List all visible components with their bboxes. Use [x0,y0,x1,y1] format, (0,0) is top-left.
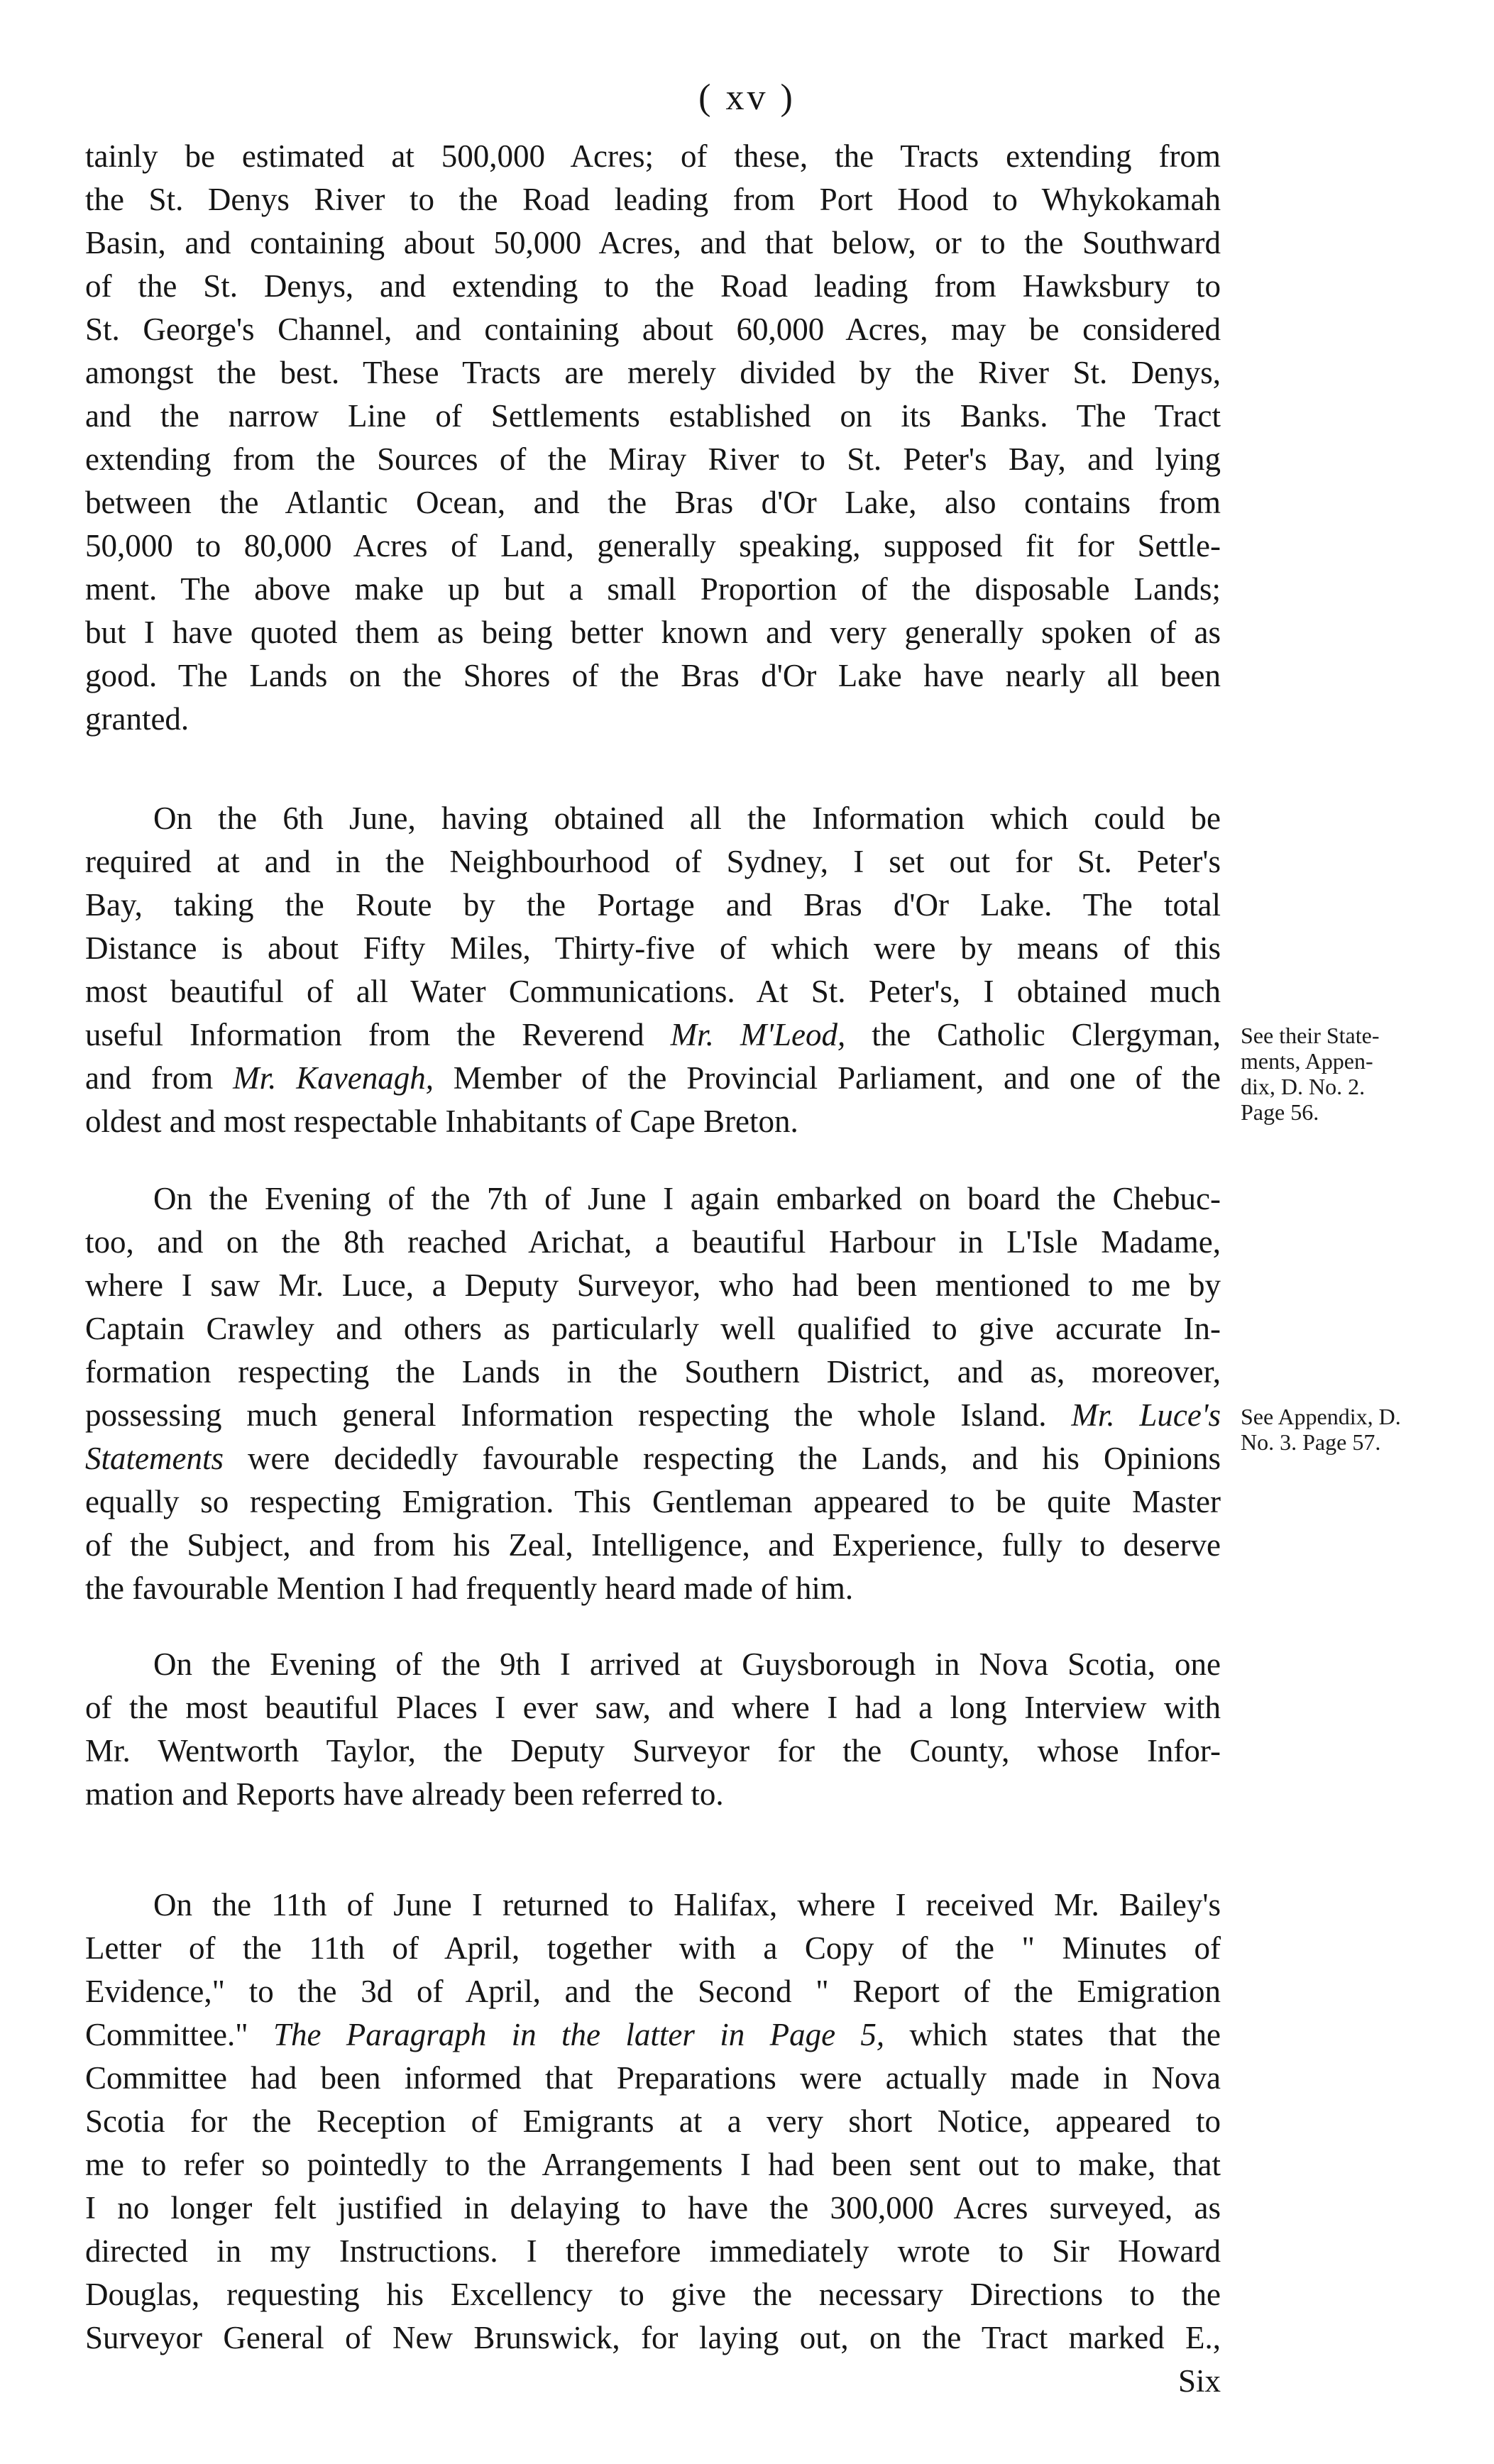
margin-note-line: See Appendix, D. [1241,1404,1401,1429]
text-line: On the 11th of June I returned to Halifax, where I received Mr. Bailey's [153,1887,1221,1923]
text-line: I no longer felt justified in delaying to have the 300,000 Acres surveyed, as [85,2190,1221,2226]
text-line: Surveyor General of New Brunswick, for laying out, on the Tract marked E., [85,2320,1221,2355]
paragraph-4 [85,1643,1221,1816]
page-number: ( xv ) [698,77,796,118]
text-line: St. George's Channel, and containing about 60,000 Acres, may be considered [85,312,1221,347]
catchword: Six [1177,2363,1221,2399]
paragraph-5 [85,1883,1221,2403]
paragraph-1 [85,135,1221,741]
text-line: the St. Denys River to the Road leading from Port Hood to Whykokamah [85,182,1221,217]
text-line: Distance is about Fifty Miles, Thirty-five of which were by means of this [85,930,1221,966]
text-line: Evidence," to the 3d of April, and the Second " Report of the Emigration [85,1974,1221,2009]
text-line: granted. [85,701,190,737]
text-line [85,1394,1221,1437]
italic-name: Mr. Luce's [1071,1397,1221,1433]
margin-note-line: dix, D. No. 2. [1241,1074,1366,1099]
text-line: too, and on the 8th reached Arichat, a beautiful Harbour in L'Isle Madame, [85,1224,1221,1260]
text-run: useful Information from the Reverend [85,1017,671,1052]
text-line: mation and Reports have already been referred to. [85,1776,724,1812]
text-line: On the Evening of the 7th of June I again embarked on board the Chebuc- [153,1181,1221,1216]
text-line: the favourable Mention I had frequently heard made of him. [85,1571,854,1606]
text-line: Scotia for the Reception of Emigrants at a very short Notice, appeared to [85,2103,1221,2139]
margin-note-1 [1241,1023,1454,1125]
text-line [85,1013,1221,1057]
text-line: between the Atlantic Ocean, and the Bras d'Or Lake, also contains from [85,485,1221,520]
text-line: where I saw Mr. Luce, a Deputy Surveyor, who had been mentioned to me by [85,1267,1221,1303]
italic-reference: The Paragraph in the latter in Page 5, [273,2017,885,2052]
text-line: of the St. Denys, and extending to the Road leading from Hawksbury to [85,268,1221,304]
text-line [85,1437,1221,1480]
text-line: oldest and most respectable Inhabitants of Cape Breton. [85,1104,798,1139]
text-line: Captain Crawley and others as particularly well qualified to give accurate In- [85,1311,1221,1346]
paragraph-3 [85,1177,1221,1610]
margin-note-line: See their State- [1241,1023,1380,1048]
text-line: me to refer so pointedly to the Arrangements I had been sent out to make, that [85,2147,1221,2182]
margin-note-2 [1241,1404,1454,1455]
text-run: Member of the Provincial Parliament, and one of the [433,1060,1221,1096]
text-run: Committee." [85,2017,273,2052]
text-line: but I have quoted them as being better known and very generally spoken of as [85,615,1221,650]
text-line: Bay, taking the Route by the Portage and Bras d'Or Lake. The total [85,887,1221,923]
text-line: Douglas, requesting his Excellency to give the necessary Directions to the [85,2277,1221,2312]
margin-note-line: Page 56. [1241,1099,1319,1125]
text-line: of the Subject, and from his Zeal, Intelligence, and Experience, fully to deserve [85,1527,1221,1563]
text-run: possessing much general Information respecting the whole Island. [85,1397,1072,1433]
text-line: amongst the best. These Tracts are merely divided by the River St. Denys, [85,355,1221,390]
text-line: Basin, and containing about 50,000 Acres, and that below, or to the Southward [85,225,1221,260]
paragraph-2 [85,797,1221,1143]
text-line: required at and in the Neighbourhood of Sydney, I set out for St. Peter's [85,844,1221,879]
text-line: equally so respecting Emigration. This Gentleman appeared to be quite Master [85,1484,1221,1519]
italic-word: Statements [85,1441,224,1476]
italic-name: Mr. M'Leod, [670,1017,846,1052]
text-line: 50,000 to 80,000 Acres of Land, generally speaking, supposed fit for Settle- [85,528,1221,563]
text-line: good. The Lands on the Shores of the Bras d'Or Lake have nearly all been [85,658,1221,693]
text-line: formation respecting the Lands in the Southern District, and as, moreover, [85,1354,1221,1390]
text-line: of the most beautiful Places I ever saw, and where I had a long Interview with [85,1690,1221,1725]
text-line: tainly be estimated at 500,000 Acres; of these, the Tracts extending from [85,138,1221,174]
text-line: Letter of the 11th of April, together with a Copy of the " Minutes of [85,1930,1221,1966]
text-run: and from [85,1060,234,1096]
text-line: most beautiful of all Water Communications. At St. Peter's, I obtained much [85,974,1221,1009]
margin-note-line: ments, Appen- [1241,1048,1373,1074]
margin-note-line: No. 3. Page 57. [1241,1429,1381,1455]
text-line: Mr. Wentworth Taylor, the Deputy Surveyor for the County, whose Infor- [85,1733,1221,1769]
text-line: directed in my Instructions. I therefore immediately wrote to Sir Howard [85,2233,1221,2269]
italic-name: Mr. Kavenagh, [233,1060,434,1096]
text-line: On the 6th June, having obtained all the Information which could be [153,801,1221,836]
text-run: the Catholic Clergyman, [845,1017,1221,1052]
text-run: which states that the [884,2017,1221,2052]
text-line [85,2013,1221,2057]
text-line: Committee had been informed that Preparations were actually made in Nova [85,2060,1221,2096]
text-line: and the narrow Line of Settlements established on its Banks. The Tract [85,398,1221,434]
text-line: ment. The above make up but a small Proportion of the disposable Lands; [85,571,1221,607]
text-line [85,1057,1221,1100]
text-line: On the Evening of the 9th I arrived at Guysborough in Nova Scotia, one [153,1646,1221,1682]
text-run: were decidedly favourable respecting the Lands, and his Opinions [223,1441,1221,1476]
text-line: extending from the Sources of the Miray River to St. Peter's Bay, and lying [85,441,1221,477]
